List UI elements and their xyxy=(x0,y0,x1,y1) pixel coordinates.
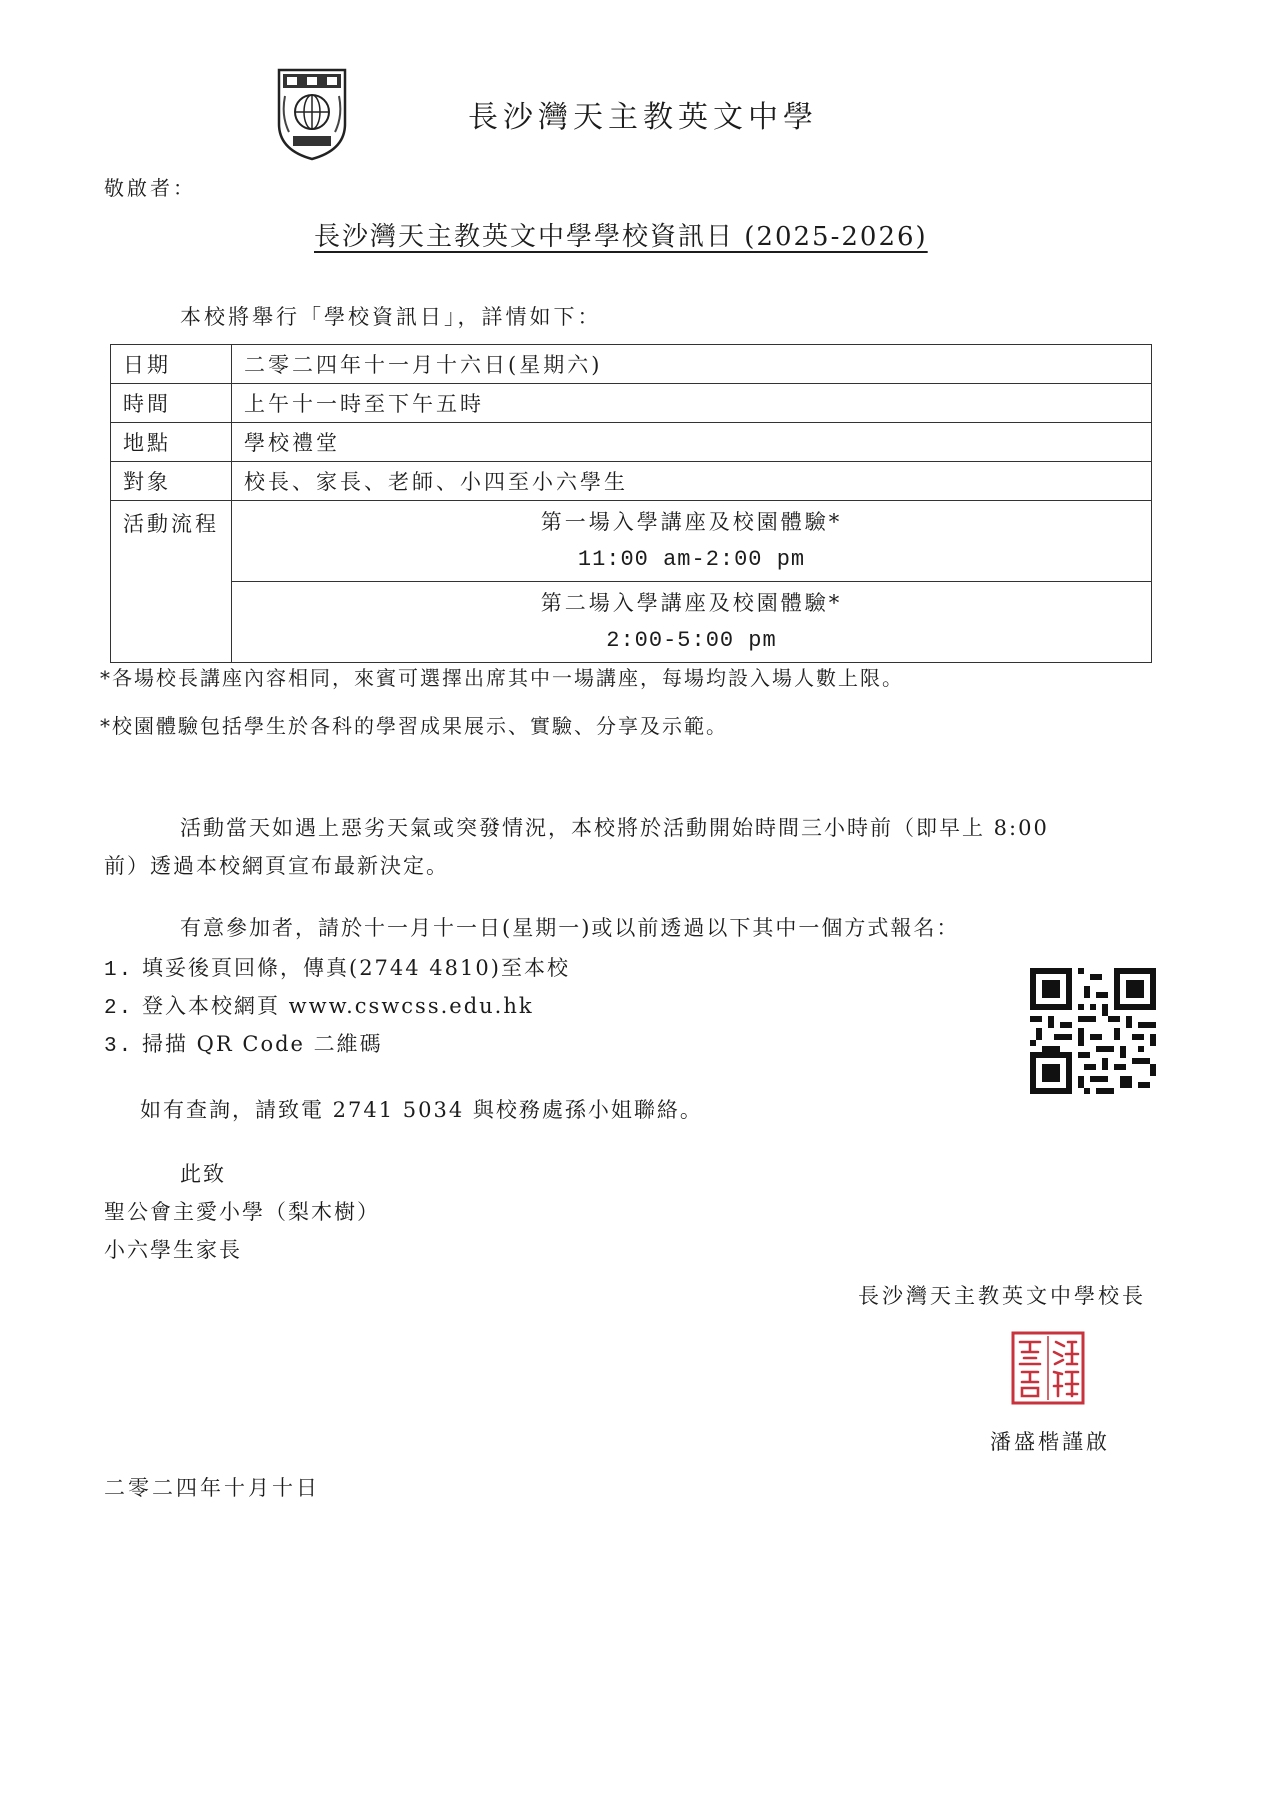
session-1 xyxy=(232,501,1152,582)
list-text: 填妥後頁回條，傳真(2744 4810)至本校 xyxy=(142,956,570,980)
closing-regards: 此致 xyxy=(180,1162,226,1186)
qr-code-icon xyxy=(1030,968,1156,1094)
venue-label: 地點 xyxy=(111,423,232,462)
audience-label: 對象 xyxy=(111,462,232,501)
school-name: 長沙灣天主教英文中學 xyxy=(468,100,818,135)
list-number: 3. xyxy=(104,1035,134,1058)
weather-notice-line-1: 活動當天如遇上惡劣天氣或突發情況，本校將於活動開始時間三小時前（即早上 8:00 xyxy=(180,816,1049,840)
time-value: 上午十一時至下午五時 xyxy=(232,384,1152,423)
date-label: 日期 xyxy=(111,345,232,384)
letter-date: 二零二四年十月十日 xyxy=(104,1476,320,1500)
registration-method-1 xyxy=(104,952,570,982)
salutation: 敬啟者： xyxy=(104,176,196,200)
enquiry-text: 如有查詢，請致電 2741 5034 與校務處孫小姐聯絡。 xyxy=(140,1098,703,1122)
date-value: 二零二四年十一月十六日(星期六) xyxy=(232,345,1152,384)
registration-intro: 有意參加者，請於十一月十一日(星期一)或以前透過以下其中一個方式報名： xyxy=(180,916,960,940)
note-2: *校園體驗包括學生於各科的學習成果展示、實驗、分享及示範。 xyxy=(100,714,728,738)
table-row xyxy=(111,501,1152,582)
session-2-time: 2:00-5:00 pm xyxy=(606,628,777,653)
venue-value: 學校禮堂 xyxy=(232,423,1152,462)
table-row xyxy=(111,384,1152,423)
list-number: 2. xyxy=(104,997,134,1020)
intro-text: 本校將舉行「學校資訊日」，詳情如下： xyxy=(180,305,602,329)
signature: 潘盛楷謹啟 xyxy=(990,1430,1110,1454)
principal-seal-icon xyxy=(1010,1330,1086,1406)
session-2 xyxy=(232,582,1152,663)
session-2-name: 第二場入學講座及校園體驗* xyxy=(540,591,843,615)
time-label: 時間 xyxy=(111,384,232,423)
list-text: 登入本校網頁 www.cswcss.edu.hk xyxy=(142,994,534,1018)
session-1-time: 11:00 am-2:00 pm xyxy=(577,547,806,572)
schedule-label: 活動流程 xyxy=(111,501,232,663)
event-details-table xyxy=(110,344,1152,663)
registration-method-2 xyxy=(104,990,534,1020)
session-1-name: 第一場入學講座及校園體驗* xyxy=(540,510,843,534)
school-crest-icon xyxy=(275,66,349,162)
document-title: 長沙灣天主教英文中學學校資訊日 (2025-2026) xyxy=(314,222,928,252)
list-text: 掃描 QR Code 二維碼 xyxy=(142,1032,383,1056)
signer-title: 長沙灣天主教英文中學校長 xyxy=(858,1284,1146,1308)
table-row xyxy=(111,462,1152,501)
table-row xyxy=(111,345,1152,384)
audience-value: 校長、家長、老師、小四至小六學生 xyxy=(232,462,1152,501)
registration-method-3 xyxy=(104,1028,383,1058)
note-1: *各場校長講座內容相同，來賓可選擇出席其中一場講座，每場均設入場人數上限。 xyxy=(100,666,904,690)
table-row xyxy=(111,582,1152,663)
recipient-school: 聖公會主愛小學（梨木樹） xyxy=(104,1200,380,1224)
weather-notice-line-2: 前）透過本校網頁宣布最新決定。 xyxy=(104,854,449,878)
table-row xyxy=(111,423,1152,462)
list-number: 1. xyxy=(104,959,134,982)
recipient: 小六學生家長 xyxy=(104,1238,242,1262)
